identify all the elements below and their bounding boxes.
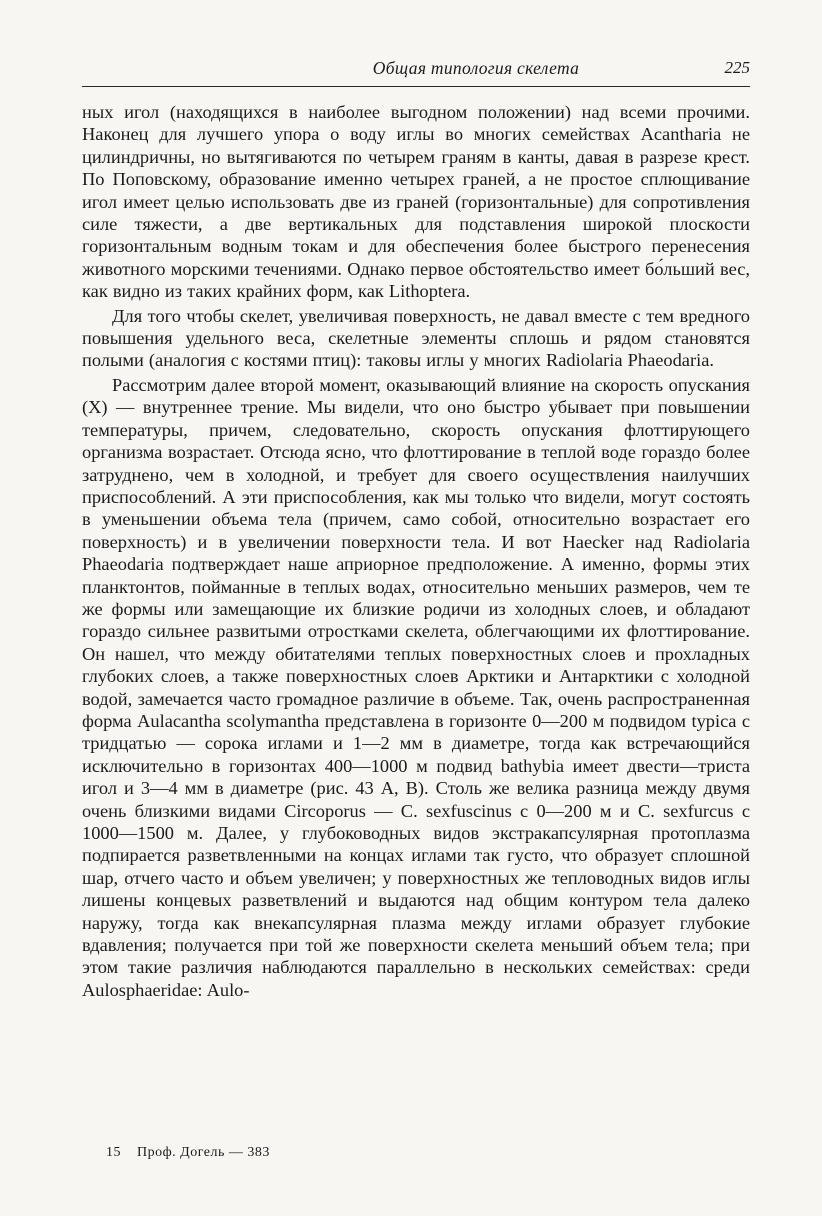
- running-header: [82, 56, 750, 87]
- running-title: Общая типология скелета: [372, 58, 580, 78]
- body-text: [82, 101, 750, 1001]
- page-number: 225: [724, 58, 750, 77]
- paragraph: Для того чтобы скелет, увеличивая поверхность, не давал вместе с тем вредного повышения удельного веса, скелетные элементы сплошь и рядом становятся полыми (аналогия с костями птиц): таковы иглы у многих Radiolaria Phaeodaria.: [82, 305, 750, 371]
- signature-number: 15: [106, 1145, 121, 1160]
- printer-signature: [106, 1145, 270, 1161]
- paragraph: Рассмотрим далее второй момент, оказывающий влияние на скорость опускания (X) — внутреннее трение. Мы видели, что оно быстро убывает при повышении температуры, причем, следовательно, скорость опускания флоттирующего организма возрастает. Отсюда ясно, что флоттирование в теплой воде гораздо более затруднено, чем в холодной, и требует для своего осуществления наилучших приспособлений. А эти приспособления, как мы только что видели, могут состоять в уменьшении объема тела (причем, само собой, относительно возрастает его поверхность) и в увеличении поверхности тела. И вот Haecker над Radiolaria Phaeodaria подтверждает наше априорное предположение. А именно, формы этих планктонтов, пойманные в теплых водах, относительно меньших размеров, чем те же формы или замещающие их близкие родичи из холодных слоев, и обладают гораздо сильнее развитыми отростками скелета, облегчающими их флоттирование. Он нашел, что между обитателями теплых поверхностных слоев и прохладных глубоких слоев, а также поверхностных слоев Арктики и Антарктики с холодной водой, замечается часто громадное различие в объеме. Так, очень распространенная форма Aulacantha scolymantha представлена в горизонте 0—200 м подвидом typica с тридцатью — сорока иглами и 1—2 мм в диаметре, тогда как встречающийся исключительно в горизонтах 400—1000 м подвид bathybia имеет двести—триста игол и 3—4 мм в диаметре (рис. 43 A, B). Столь же велика разница между двумя очень близкими видами Circoporus — C. sexfuscinus с 0—200 м и C. sexfurcus с 1000—1500 м. Далее, у глубоководных видов экстракапсулярная протоплазма подпирается разветвленными на концах иглами так густо, что образует сплошной шар, отчего часто и объем увеличен; у поверхностных же тепловодных видов иглы лишены концевых разветвлений и выдаются над общим контуром тела далеко наружу, тогда как внекапсулярная плазма между иглами образует глубокие вдавления; получается при той же поверхности скелета меньший объем тела; при этом такие различия наблюдаются параллельно в нескольких семействах: среди Aulosphaeridae: Aulo-: [82, 374, 750, 1000]
- signature-text: Проф. Догель — 383: [137, 1145, 270, 1160]
- paragraph: ных игол (находящихся в наиболее выгодном положении) над всеми прочими. Наконец для лучшего упора о воду иглы во многих семействах Acantharia не цилиндричны, но вытягиваются по четырем граням в канты, давая в разрезе крест. По Поповскому, образование именно четырех граней, а не простое сплющивание игол имеет целью использовать две из граней (горизонтальные) для сопротивления силе тяжести, а две вертикальных для подставления широкой плоскости горизонтальным водным токам и для обеспечения более быстрого перенесения животного морскими течениями. Однако первое обстоятельство имеет бо́льший вес, как видно из таких крайних форм, как Lithoptera.: [82, 102, 750, 302]
- book-page: [82, 56, 750, 1001]
